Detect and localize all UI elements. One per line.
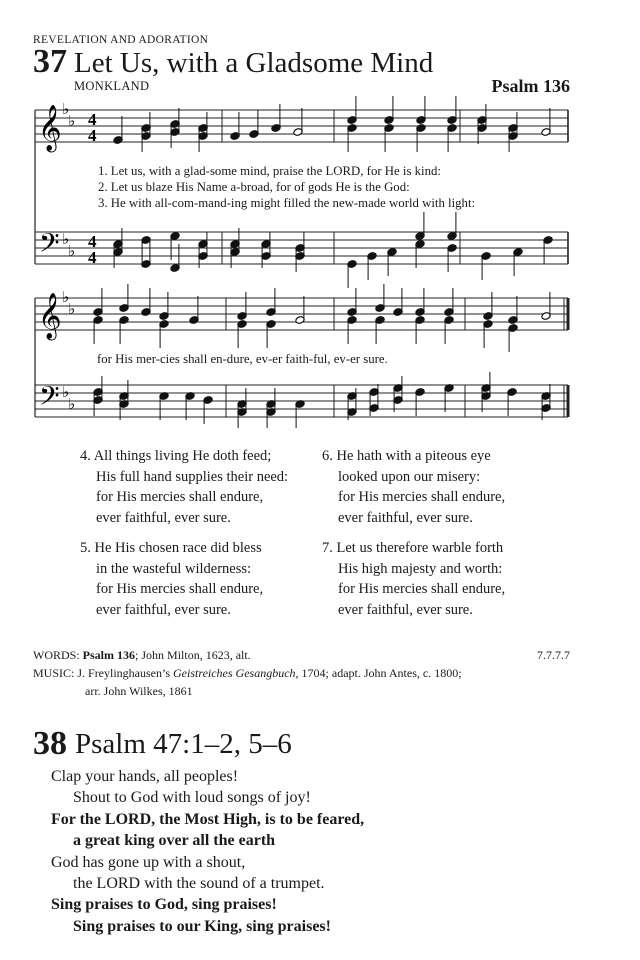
reading-line: Sing praises to God, sing praises! — [51, 896, 277, 914]
verse-4: 4. All things living He doth feed; His full hand supplies their need: for His mercies shall endure, ever faithful, ever sure. — [80, 448, 289, 526]
music-credit: MUSIC: J. Freylinghausen’s Geistreiches Gesangbuch, 1704; adapt. John Antes, c. 1800; — [33, 666, 462, 680]
flat-sign: ♭ — [62, 230, 70, 248]
reading-line: Clap your hands, all peoples! — [51, 768, 239, 785]
reading-line: Shout to God with loud songs of joy! — [73, 789, 311, 807]
hymn-number: 37 — [33, 43, 67, 80]
reading-line: Sing praises to our King, sing praises! — [73, 917, 331, 935]
scripture-reference: Psalm 136 — [491, 76, 570, 96]
reading-line: For the LORD, the Most High, is to be feared, — [51, 810, 365, 828]
meter: 7.7.7.7 — [537, 648, 570, 662]
time-signature-bottom: 4 — [88, 248, 97, 267]
lyric-line-3: 3. He with all-com-mand-ing might filled the new-made world with light: — [98, 196, 476, 210]
flat-sign: ♭ — [62, 288, 70, 306]
lyric-line-2: 2. Let us blaze His Name a-broad, for of gods He is the God: — [98, 180, 410, 194]
reading-number: 38 — [33, 725, 67, 762]
flat-sign: ♭ — [68, 395, 76, 413]
responsive-reading — [51, 766, 364, 937]
time-signature-top: 4 — [88, 232, 97, 251]
time-signature-bottom: 4 — [88, 126, 97, 145]
music-score — [0, 0, 640, 460]
verse-6: 6. He hath with a piteous eye looked upon our misery: for His mercies shall endure, ever faithful, ever sure. — [322, 448, 506, 526]
hymn-title: Let Us, with a Gladsome Mind — [74, 47, 434, 79]
reading-title: Psalm 47:1–2, 5–6 — [75, 728, 292, 760]
words-credit: WORDS: Psalm 136; John Milton, 1623, alt. — [33, 648, 251, 662]
flat-sign: ♭ — [68, 242, 76, 260]
reading-line: God has gone up with a shout, — [51, 853, 246, 871]
bass-clef: 𝄢 — [39, 227, 60, 265]
section-label: REVELATION AND ADORATION — [33, 34, 209, 46]
flat-sign: ♭ — [68, 112, 76, 130]
credits — [33, 646, 593, 700]
time-signature-top: 4 — [88, 110, 97, 129]
reading-line: the LORD with the sound of a trumpet. — [73, 875, 325, 893]
treble-clef: 𝄞 — [38, 105, 62, 151]
flat-sign: ♭ — [68, 300, 76, 318]
tune-name: MONKLAND — [74, 79, 150, 93]
bass-clef: 𝄢 — [39, 380, 60, 418]
lyric-line-1: 1. Let us, with a glad-some mind, praise the LORD, for He is kind: — [98, 164, 441, 178]
verse-7: 7. Let us therefore warble forth His high majesty and worth: for His mercies shall endure, ever faithful, ever sure. — [322, 540, 506, 618]
treble-clef: 𝄞 — [38, 293, 62, 339]
flat-sign: ♭ — [62, 100, 70, 118]
music-credit-line2: arr. John Wilkes, 1861 — [85, 684, 193, 698]
lyric-refrain: for His mer-cies shall en-dure, ev-er faith-ful, ev-er sure. — [97, 352, 388, 366]
flat-sign: ♭ — [62, 383, 70, 401]
verse-5: 5. He His chosen race did bless in the wasteful wilderness: for His mercies shall endure, ever faithful, ever sure. — [80, 540, 264, 618]
reading-line: a great king over all the earth — [73, 832, 276, 850]
